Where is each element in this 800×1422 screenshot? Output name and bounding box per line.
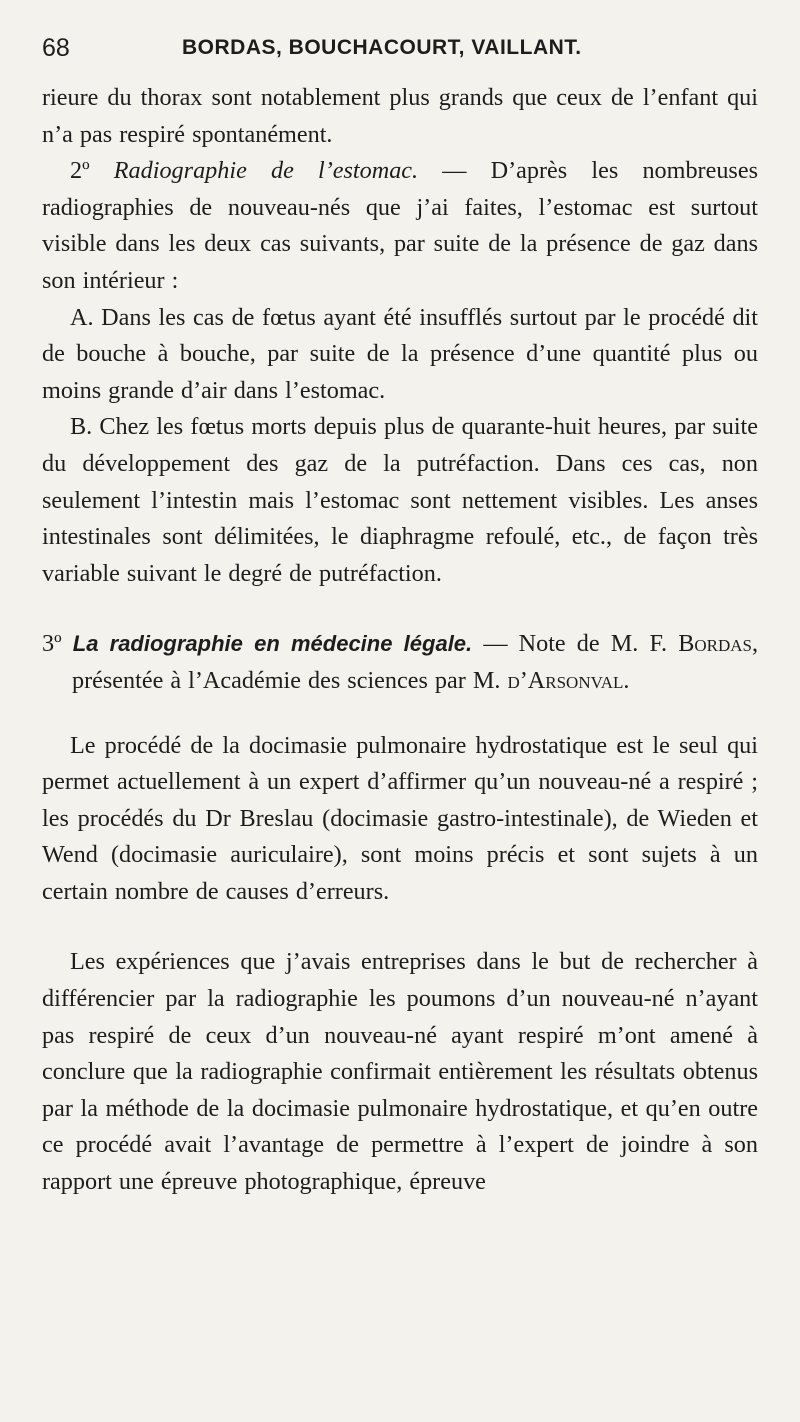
paragraph-text: — D’après les nombreuses radiographies de nouveau-nés que j’ai faites, l’estomac est surtout visible dans les deux cas suivants, par suite de la présence de gaz dans son intérieur :	[42, 157, 758, 294]
section-title-forensic: La radiographie en médecine légale.	[72, 631, 473, 657]
section-note: — Note de M. F.	[472, 630, 679, 658]
page-body	[42, 80, 758, 1201]
paragraph-experiments: Les expériences que j’avais entreprises dans le but de rechercher à différencier par la radiographie les poumons d’un nouveau-né n’ayant pas respiré de ceux d’un nouveau-né ayant respiré m’ont amené à conclure que la radiographie confirmait entièrement les résultats obtenus par la méthode de la docimasie pulmonaire hydrostatique, et qu’en outre ce procédé avait l’avantage de permettre à l’expert de joindre à son rapport une épreuve photographique, épreuve	[42, 948, 758, 1196]
paragraph-continuation: rieure du thorax sont notablement plus grands que ceux de l’enfant qui n’a pas respiré spontanément.	[42, 84, 758, 148]
section-heading-forensic	[42, 626, 758, 699]
spacer	[42, 700, 758, 728]
page-header	[42, 30, 760, 70]
page-number: 68	[42, 34, 70, 62]
section-title-stomach: Radiographie de l’estomac.	[113, 157, 419, 185]
spacer	[42, 910, 758, 944]
spacer	[42, 592, 758, 626]
section-number: 2º	[70, 157, 114, 185]
section-number: 3º	[42, 630, 73, 658]
paragraph-stomach-radiography	[42, 153, 758, 299]
section-note-end: .	[623, 666, 630, 694]
paragraph-case-a: A. Dans les cas de fœtus ayant été insufflés surtout par le procédé dit de bouche à bouche, par suite de la présence d’une quantité plus ou moins grande d’air dans l’estomac.	[42, 303, 758, 404]
running-head: BORDAS, BOUCHACOURT, VAILLANT.	[182, 36, 582, 59]
author-name: Bordas	[678, 630, 752, 658]
section-note: , présentée à l’Académie des sciences par M.	[72, 630, 759, 694]
paragraph-case-b: B. Chez les fœtus morts depuis plus de quarante-huit heures, par suite du développement des gaz de la putréfaction. Dans ces cas, non seulement l’intestin mais l’estomac sont nettement visibles. Les anses intestinales sont délimitées, le diaphragme refoulé, etc., de façon très variable suivant le degré de putréfaction.	[42, 413, 758, 587]
presenter-name: d’Arsonval	[507, 666, 624, 694]
paragraph-docimasie: Le procédé de la docimasie pulmonaire hydrostatique est le seul qui permet actuellement à un expert d’affirmer qu’un nouveau-né a respiré ; les procédés du Dr Breslau (docimasie gastro-intestinale), de Wieden et Wend (docimasie auriculaire), sont moins précis et sont sujets à un certain nombre de causes d’erreurs.	[42, 731, 758, 905]
